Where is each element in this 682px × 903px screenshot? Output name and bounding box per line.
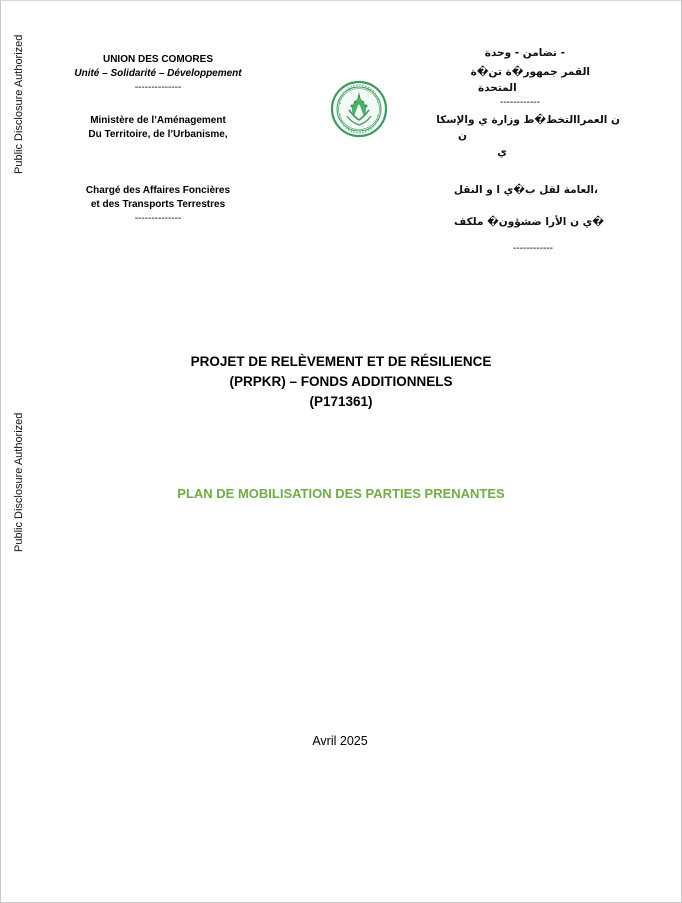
arabic-ministry-line-2: ،العامة لقل ب�ي ا و النقل	[453, 184, 598, 196]
ministry-line-2: Du Territoire, de l’Urbanisme,	[88, 129, 228, 140]
disclosure-label-bottom: Public Disclosure Authorized	[13, 412, 25, 552]
arabic-separator-1: ------------	[500, 97, 540, 108]
country-name: UNION DES COMORES	[102, 54, 213, 65]
arabic-motto: - تضامن - وحدة	[484, 47, 565, 59]
arabic-country-line-2: المتحدة	[478, 82, 517, 94]
separator-1: --------------	[134, 82, 182, 93]
arabic-ministry-fragment-2: ي	[497, 146, 507, 158]
separator-2: --------------	[134, 213, 182, 224]
arabic-ministry-fragment-1: ن	[458, 130, 467, 142]
ministry-mandate	[60, 184, 256, 226]
arabic-ministry-line-1: ن العمراالتخط�ط وزارة ي والإسكا	[436, 114, 620, 126]
country-header	[60, 53, 256, 95]
arabic-country-line-1: القمر جمهور�ة تن�ة	[470, 66, 590, 78]
document-date: Avril 2025	[312, 734, 368, 748]
document-subtitle: PLAN DE MOBILISATION DES PARTIES PRENANTES	[177, 486, 505, 501]
ministry-line-3: Chargé des Affaires Foncières	[85, 185, 231, 196]
ministry-line-1: Ministère de l’Aménagement	[90, 115, 226, 126]
coat-of-arms-icon	[330, 80, 388, 138]
country-motto: Unité – Solidarité – Développement	[74, 68, 242, 79]
ministry-header	[60, 114, 256, 142]
arabic-separator-2: ------------	[513, 243, 553, 254]
project-title-line-1: PROJET DE RELÈVEMENT ET DE RÉSILIENCE	[190, 354, 492, 369]
project-title	[120, 352, 562, 412]
disclosure-label-top: Public Disclosure Authorized	[13, 34, 25, 174]
ministry-line-4: et des Transports Terrestres	[90, 199, 226, 210]
project-title-line-3: (P171361)	[309, 394, 373, 409]
arabic-ministry-line-3: �ي ن الأرا ضشؤون� ملكف	[454, 216, 604, 228]
project-title-line-2: (PRPKR) – FONDS ADDITIONNELS	[229, 374, 453, 389]
